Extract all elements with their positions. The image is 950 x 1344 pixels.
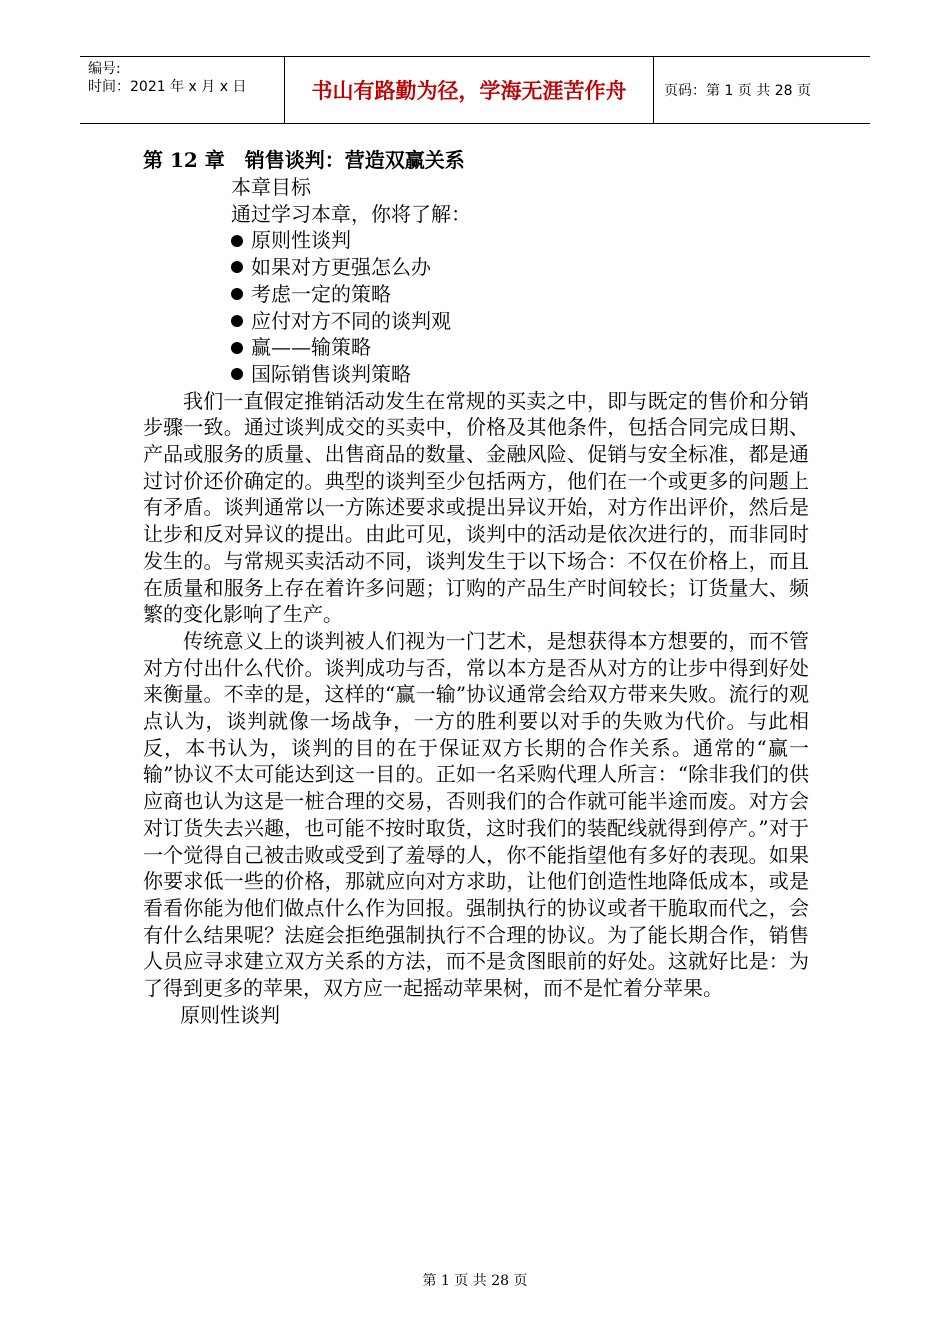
- bullet-icon: [231, 235, 243, 247]
- list-item: 赢——输策略: [231, 334, 809, 361]
- header-motto: 书山有路勤为径，学海无涯苦作舟: [284, 57, 654, 123]
- body-paragraph: 我们一直假定推销活动发生在常规的买卖之中，即与既定的售价和分销步骤一致。通过谈判成交的买卖中，价格及其他条件，包括合同完成日期、产品或服务的质量、出售商品的数量、金融风险、促销与安全标准，都是通过讨价还价确定的。典型的谈判至少包括两方，他们在一个或更多的问题上有矛盾。谈判通常以一方陈述要求或提出异议开始，对方作出评价，然后是让步和反对异议的提出。由此可见，谈判中的活动是依次进行的，而非同时发生的。与常规买卖活动不同，谈判发生于以下场合：不仅在价格上，而且在质量和服务上存在着许多问题；订购的产品生产时间较长；订货量大、频繁的变化影响了生产。: [143, 388, 809, 627]
- page-footer: 第 1 页 共 28 页: [422, 1273, 528, 1289]
- list-item: 如果对方更强怎么办: [231, 254, 809, 281]
- chapter-goals-intro: [143, 174, 809, 227]
- body-paragraph: 传统意义上的谈判被人们视为一门艺术，是想获得本方想要的，而不管对方付出什么代价。谈判成功与否，常以本方是否从对方的让步中得到好处来衡量。不幸的是，这样的“赢一输”协议通常会给双方带来失败。流行的观点认为，谈判就像一场战争，一方的胜利要以对手的失败为代价。与此相反，本书认为，谈判的目的在于保证双方长期的合作关系。通常的“赢一输”协议不太可能达到这一目的。正如一名采购代理人所言：“除非我们的供应商也认为这是一桩合理的交易，否则我们的合作就可能半途而废。对方会对订货失去兴趣，也可能不按时取货，这时我们的装配线就得到停产。”对于一个觉得自己被击败或受到了羞辱的人，你不能指望他有多好的表现。如果你要求低一些的价格，那就应向对方求助，让他们创造性地降低成本，或是看看你能为他们做点什么作为回报。强制执行的协议或者干脆取而代之，会有什么结果呢？法庭会拒绝强制执行不合理的协议。为了能长期合作，销售人员应寻求建立双方关系的方法，而不是贪图眼前的好处。这就好比是：为了得到更多的苹果，双方应一起摇动苹果树，而不是忙着分苹果。: [143, 628, 809, 1001]
- section-subheading: 原则性谈判: [180, 1002, 280, 1027]
- page-header: [80, 56, 870, 124]
- list-item: 国际销售谈判策略: [231, 361, 809, 388]
- header-page-info: 页码：第 1 页 共 28 页: [664, 83, 811, 99]
- bullet-icon: [231, 315, 243, 327]
- list-item: 应付对方不同的谈判观: [231, 308, 809, 335]
- bullet-icon: [231, 261, 243, 273]
- document-number-label: 编号:: [88, 61, 121, 77]
- list-item: 考虑一定的策略: [231, 281, 809, 308]
- bullet-icon: [231, 368, 243, 380]
- bullet-icon: [231, 288, 243, 300]
- goal-heading: 本章目标: [231, 175, 311, 199]
- list-item: 原则性谈判: [231, 227, 809, 254]
- header-meta: [80, 57, 284, 123]
- bullet-icon: [231, 342, 243, 354]
- goal-list: [143, 227, 809, 387]
- goal-intro: 通过学习本章，你将了解：: [231, 201, 471, 226]
- document-body: [143, 146, 809, 1029]
- document-time: 时间：2021 年 x 月 x 日: [88, 79, 247, 95]
- chapter-title: 第 12 章 销售谈判：营造双赢关系: [143, 148, 465, 172]
